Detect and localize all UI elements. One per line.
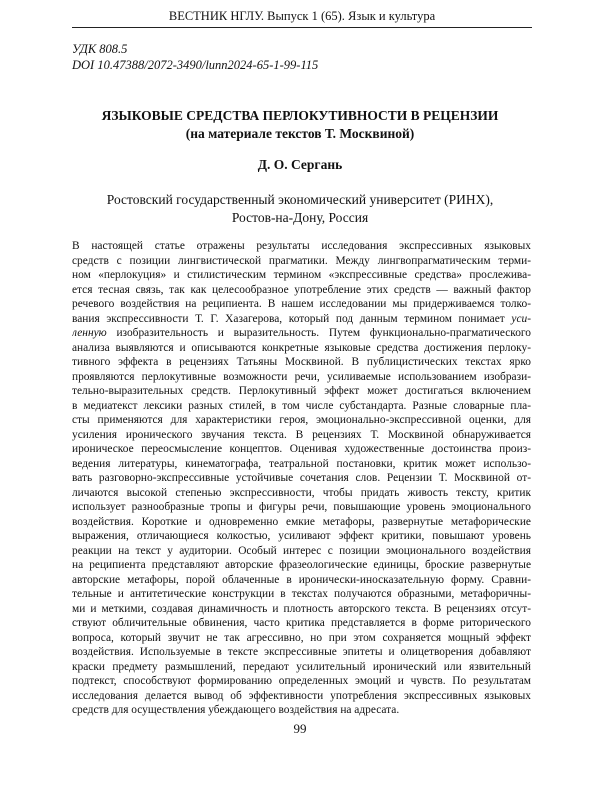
affiliation bbox=[60, 191, 540, 227]
abstract-line: воздействия. Короткие и одновременно емкие метафоры, развернутые метафорические bbox=[72, 515, 531, 528]
abstract-line: В настоящей статье отражены результаты исследования экспрессивных языковых bbox=[72, 240, 531, 252]
udc-code: УДК 808.5 bbox=[72, 42, 128, 56]
abstract-line: на реципиента представляют авторские фразеологические единицы, броские развернутые bbox=[72, 559, 531, 571]
abstract-line: проявляются перлокутивные возможности речи, усиливаемые использованием изобрази- bbox=[72, 370, 531, 383]
article-title bbox=[60, 107, 540, 143]
abstract-line: краски предмету размышлений, передают усилительный иронический или язвительный bbox=[72, 660, 531, 673]
running-header: ВЕСТНИК НГЛУ. Выпуск 1 (65). Язык и культура bbox=[168, 9, 436, 23]
doi: DOI 10.47388/2072-3490/lunn2024-65-1-99-115 bbox=[72, 58, 319, 72]
italic-word: ленную bbox=[72, 327, 107, 339]
abstract-line: тельные и антитетические конструкции в текстах получаются образными, метафоричны- bbox=[72, 588, 531, 600]
abstract-line: ном «перлокуция» и стилистическим термином «экспрессивные средства» прослежива- bbox=[72, 269, 531, 281]
abstract-line: вопроса, который звучит не так агрессивно, но при этом сохраняется мощный эффект bbox=[72, 631, 531, 644]
title-line-2: (на материале текстов Т. Москвиной) bbox=[185, 126, 415, 141]
abstract-line: выражения, отличающиеся колкостью, усиливают эффект критики, повышают уровень bbox=[72, 530, 531, 542]
affiliation-line-1: Ростовский государственный экономический университет (РИНХ), bbox=[106, 192, 494, 207]
abstract-line: ствуют обличительные обвинения, часто критика представляется в форме риторического bbox=[72, 617, 531, 629]
abstract-line: ленную изобразительность и выразительность. Путем функционально-прагматического bbox=[72, 327, 531, 339]
affiliation-line-2: Ростов-на-Дону, Россия bbox=[231, 210, 369, 225]
abstract-line: исследования делается вывод об эффективности употребления экспрессивных языковых bbox=[72, 689, 531, 702]
abstract-line: ироническое переосмысление концептов. Оценивая художественные достоинства произ- bbox=[72, 443, 531, 455]
article-meta bbox=[72, 41, 318, 73]
abstract-line: тельно-выразительных средств. Перлокутивный эффект может достигаться включением bbox=[72, 385, 531, 397]
author-name: Д. О. Сергань bbox=[257, 157, 343, 172]
abstract-line: воздействия. Используемые в тексте экспрессивные эпитеты и олицетворения добавляют bbox=[72, 646, 531, 658]
abstract bbox=[72, 239, 531, 718]
abstract-line: ведения литературы, кинематографа, театральной постановки, критик может использо- bbox=[72, 457, 531, 470]
abstract-line: использует разнообразные тропы и фигуры речи, повышающие уровень эмоционального bbox=[72, 501, 531, 513]
abstract-line: ется тесная связь, так как целесообразное употребление этих средств — важный фактор bbox=[72, 283, 531, 296]
italic-word: уси- bbox=[511, 312, 531, 325]
abstract-line: тивного эффекта в рецензиях Татьяны Москвиной. В публицистических текстах ярко bbox=[72, 356, 531, 368]
title-line-1: ЯЗЫКОВЫЕ СРЕДСТВА ПЕРЛОКУТИВНОСТИ В РЕЦЕНЗИИ bbox=[101, 108, 499, 123]
abstract-line: в медиатекст лексики разных стилей, в том числе субстандарта. Разные словарные пла- bbox=[72, 399, 531, 412]
abstract-line: личаются высокой степенью экспрессивности, чтобы придать живость тексту, критик bbox=[72, 486, 531, 499]
abstract-line: средств для осуществления убеждающего воздействия на адресата. bbox=[72, 704, 400, 716]
abstract-line: речевого воздействия на реципиента. В нашем исследовании мы придерживаемся толко- bbox=[72, 298, 531, 310]
abstract-line: анализа выявляются и описываются конкретные языковые средства достижения перлоку- bbox=[72, 341, 531, 354]
abstract-line: средств с позиции лингвистической прагматики. Между лингвопрагматическим терми- bbox=[72, 254, 531, 267]
abstract-line: авторские метафоры, порой облаченные в иронически-иносказательную форму. Сравни- bbox=[72, 573, 531, 586]
abstract-line: реакции на текст у аудитории. Особый интерес с позиции эмоционального воздействия bbox=[72, 544, 531, 557]
page-number: 99 bbox=[293, 721, 307, 736]
header-rule bbox=[72, 27, 532, 28]
abstract-line: сты применяются для характеристики героя, эмоционально-экспрессивной оценки, для bbox=[72, 414, 531, 426]
abstract-line: подтекст, способствуют формированию определенных эмоций и чувств. По результатам bbox=[72, 675, 531, 687]
abstract-line: ми и меткими, создавая динамичность и плотность авторского текста. В рецензиях отсут- bbox=[72, 602, 531, 615]
abstract-line: вать разговорно-экспрессивные устойчивые сочетания слов. Рецензии Т. Москвиной от- bbox=[72, 472, 531, 484]
abstract-line: вания экспрессивности Т. Г. Хазагерова, который под данным термином понимает уси- bbox=[72, 312, 531, 325]
abstract-line: усиления иронического звучания текста. В рецензиях Т. Москвиной обнаруживается bbox=[72, 428, 531, 441]
